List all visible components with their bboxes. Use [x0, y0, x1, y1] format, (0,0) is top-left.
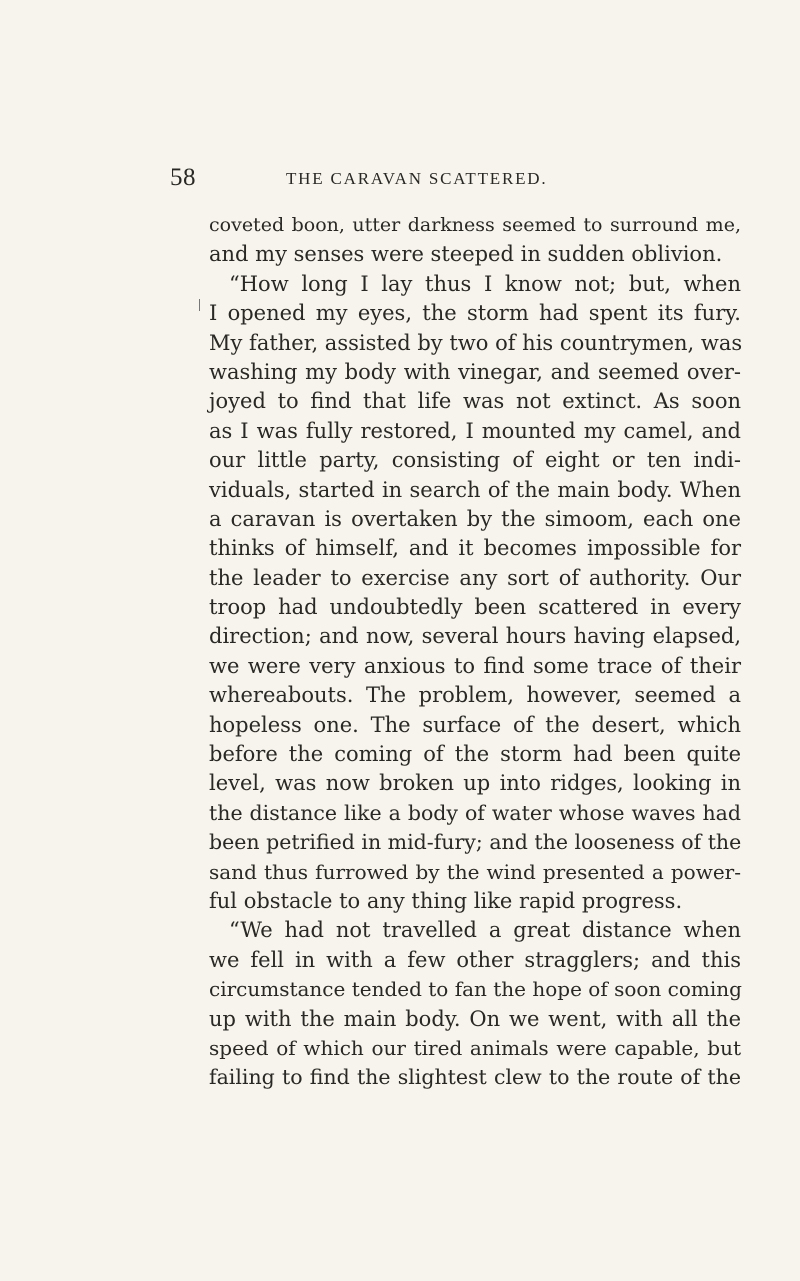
text-line: whereabouts. The problem, however, seemed a — [209, 683, 741, 708]
margin-mark — [199, 299, 200, 311]
text-line: My father, assisted by two of his countrymen, was — [209, 330, 743, 355]
text-line: joyed to find that life was not extinct. As soon — [209, 389, 741, 414]
text-line: thinks of himself, and it becomes impossible for — [209, 536, 741, 561]
text-line: washing my body with vinegar, and seemed over- — [209, 359, 741, 384]
text-line: we fell in with a few other stragglers; and this — [209, 947, 741, 972]
text-line: troop had undoubtedly been scattered in every — [209, 595, 741, 620]
text-line: before the coming of the storm had been quite — [209, 742, 741, 767]
page-header — [170, 164, 702, 196]
text-line: I opened my eyes, the storm had spent its fury. — [209, 301, 741, 326]
text-line: ful obstacle to any thing like rapid progress. — [209, 888, 683, 913]
text-line: hopeless one. The surface of the desert, which — [209, 712, 741, 737]
text-line: a caravan is overtaken by the simoom, each one — [209, 506, 741, 531]
text-line: up with the main body. On we went, with all the — [209, 1006, 741, 1031]
text-line: level, was now broken up into ridges, looking in — [209, 771, 741, 796]
body-text — [209, 211, 741, 1093]
text-line: the distance like a body of water whose waves had — [209, 800, 741, 825]
text-line: viduals, started in search of the main body. When — [209, 477, 741, 502]
text-line: coveted boon, utter darkness seemed to surround me, — [209, 214, 741, 236]
text-line: speed of which our tired animals were capable, but — [209, 1035, 741, 1060]
text-line: been petrified in mid-fury; and the looseness of the — [209, 830, 742, 855]
text-line: failing to find the slightest clew to the route of the — [209, 1065, 741, 1090]
text-line: our little party, consisting of eight or ten indi- — [209, 448, 741, 473]
text-line: circumstance tended to fan the hope of soon coming — [209, 977, 742, 1002]
text-line: sand thus furrowed by the wind presented a power- — [209, 859, 741, 884]
running-title: THE CARAVAN SCATTERED. — [286, 169, 548, 188]
text-line: and my senses were steeped in sudden oblivion. — [209, 242, 723, 267]
text-line: the leader to exercise any sort of authority. Our — [209, 565, 741, 590]
text-line: as I was fully restored, I mounted my camel, and — [209, 418, 741, 443]
text-line: “How long I lay thus I know not; but, when — [229, 271, 741, 296]
text-line: “We had not travelled a great distance when — [229, 918, 741, 943]
text-line: we were very anxious to find some trace of their — [209, 653, 741, 678]
text-line: direction; and now, several hours having elapsed, — [209, 624, 741, 649]
page-number: 58 — [170, 164, 196, 191]
